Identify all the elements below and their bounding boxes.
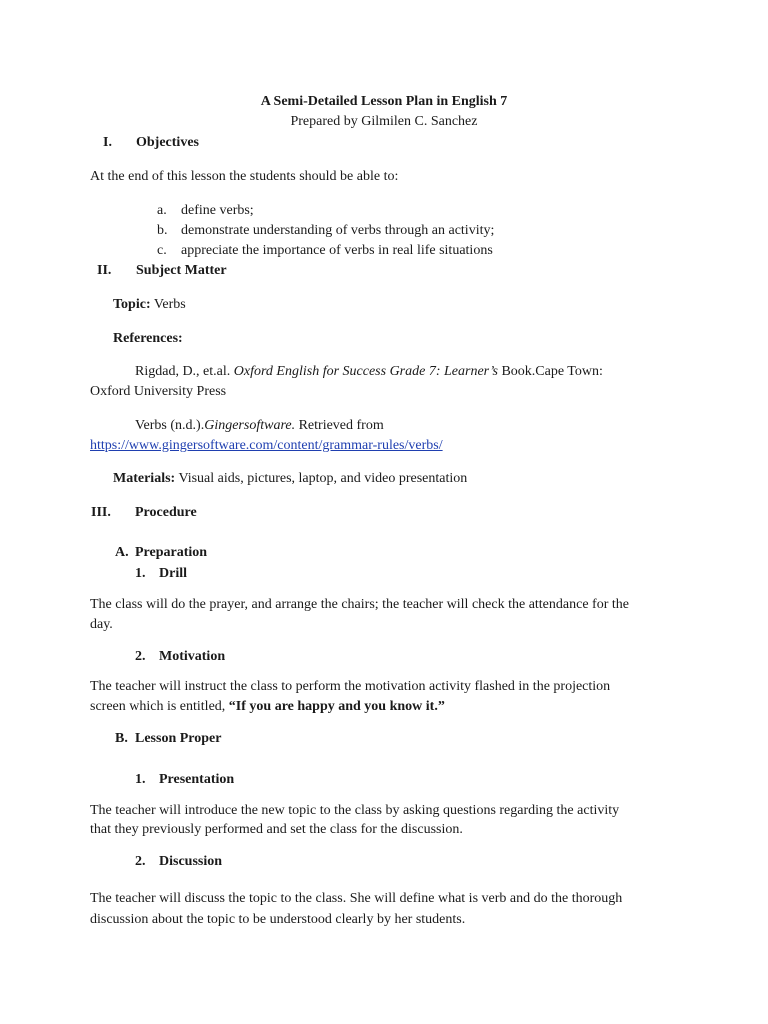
reference-1: [135, 363, 603, 381]
reference-2: [135, 417, 384, 435]
item-heading-presentation: Presentation: [159, 772, 235, 787]
prepared-by: Prepared by Gilmilen C. Sanchez: [290, 114, 478, 129]
section-heading-procedure: Procedure: [135, 505, 197, 520]
drill-text-line: day.: [90, 617, 113, 632]
reference-prefix: Verbs (n.d.).: [135, 418, 205, 433]
section-heading-subject-matter: Subject Matter: [136, 263, 227, 278]
list-marker: a.: [157, 203, 167, 218]
presentation-text-line: The teacher will introduce the new topic to the class by asking questions regarding the activity: [90, 803, 620, 818]
materials-label: Materials:: [113, 471, 176, 486]
reference-publisher: Book.Cape Town:: [501, 364, 603, 379]
item-marker: 2.: [135, 649, 146, 664]
list-item: define verbs;: [181, 203, 254, 218]
discussion-text-line: The teacher will discuss the topic to the class. She will define what is verb and do the thorough: [90, 891, 623, 906]
materials-line: [113, 470, 467, 488]
subsection-heading-preparation: Preparation: [135, 545, 208, 560]
subsection-marker: B.: [115, 731, 128, 746]
reference-title: Oxford English for Success Grade 7: Learner’s: [233, 364, 498, 379]
motivation-text-line: The teacher will instruct the class to perform the motivation activity flashed in the projection: [90, 679, 611, 694]
subsection-heading-lesson-proper: Lesson Proper: [135, 731, 222, 746]
objectives-intro: At the end of this lesson the students should be able to:: [90, 169, 399, 184]
item-marker: 2.: [135, 854, 146, 869]
reference-url-link[interactable]: https://www.gingersoftware.com/content/grammar-rules/verbs/: [90, 438, 443, 453]
item-heading-discussion: Discussion: [159, 854, 223, 869]
item-marker: 1.: [135, 772, 146, 787]
motivation-text-line: [90, 698, 445, 716]
section-numeral: III.: [91, 505, 111, 520]
topic-line: [113, 296, 186, 314]
motivation-text-prefix: screen which is entitled,: [90, 699, 226, 714]
topic-value: Verbs: [153, 297, 186, 312]
materials-value: Visual aids, pictures, laptop, and video presentation: [178, 471, 468, 486]
item-heading-drill: Drill: [159, 566, 187, 581]
reference-author: Rigdad, D., et.al.: [135, 364, 231, 379]
document-title: A Semi-Detailed Lesson Plan in English 7: [260, 94, 508, 109]
subsection-marker: A.: [115, 545, 129, 560]
presentation-text-line: that they previously performed and set the class for the discussion.: [90, 822, 463, 837]
section-heading-objectives: Objectives: [136, 135, 199, 150]
list-item: demonstrate understanding of verbs through an activity;: [181, 223, 495, 238]
section-numeral: II.: [97, 263, 112, 278]
item-heading-motivation: Motivation: [159, 649, 226, 664]
section-numeral: I.: [103, 135, 112, 150]
drill-text-line: The class will do the prayer, and arrange the chairs; the teacher will check the attendance for the: [90, 597, 629, 612]
topic-label: Topic:: [113, 297, 151, 312]
list-item: appreciate the importance of verbs in real life situations: [181, 243, 493, 258]
reference-site: Gingersoftware.: [204, 418, 296, 433]
reference-retrieved: Retrieved from: [298, 418, 384, 433]
references-label: References:: [113, 331, 183, 346]
item-marker: 1.: [135, 566, 146, 581]
reference-1-continued: Oxford University Press: [90, 384, 227, 399]
list-marker: c.: [157, 243, 167, 258]
motivation-activity-title: “If you are happy and you know it.”: [228, 699, 445, 714]
discussion-text-line: discussion about the topic to be understood clearly by her students.: [90, 912, 466, 927]
list-marker: b.: [157, 223, 168, 238]
